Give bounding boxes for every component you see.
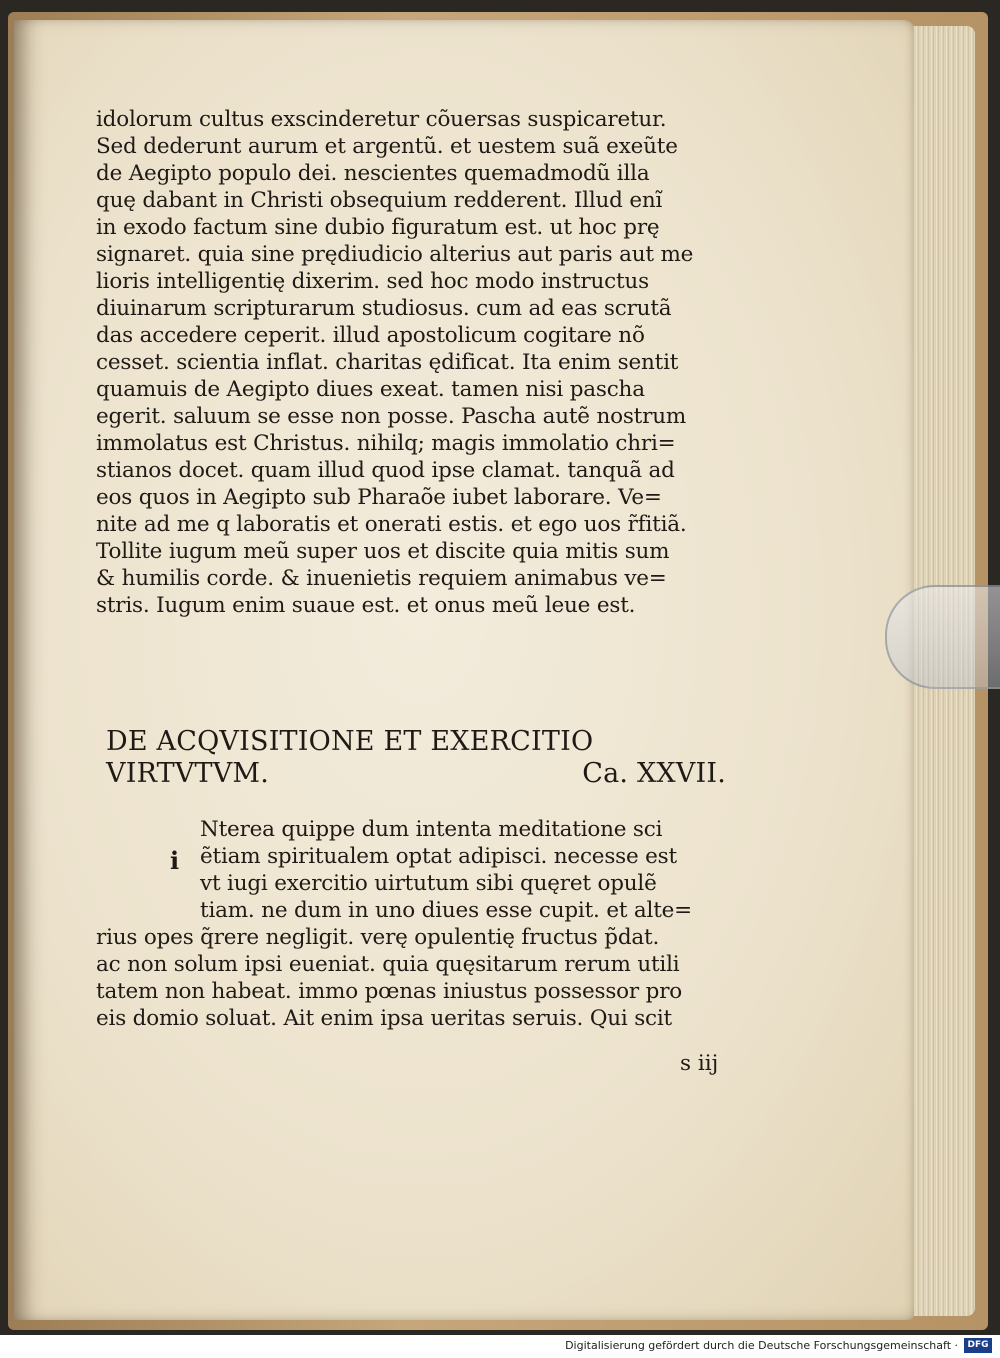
text-line: tiam. ne dum in uno diues esse cupit. et alte= (200, 898, 692, 923)
text-line: & humilis corde. & inuenietis requiem animabus ve= (96, 566, 667, 591)
text-line: ac non solum ipsi eueniat. quia quęsitarum rerum utili (96, 952, 680, 977)
text-line: de Aegipto populo dei. nescientes quemadmodũ illa (96, 161, 650, 186)
funding-notice: Digitalisierung gefördert durch die Deutsche Forschungsgemeinschaft · (565, 1339, 958, 1352)
chapter-number: Ca. XXVII. (582, 758, 726, 789)
chapter-heading (106, 726, 726, 790)
text-line: diuinarum scripturarum studiosus. cum ad eas scrutã (96, 296, 672, 321)
text-line: quę dabant in Christi obsequium redderent. Illud enĩ (96, 188, 663, 213)
text-line: cesset. scientia inflat. charitas ędificat. Ita enim sentit (96, 350, 679, 375)
text-line: eos quos in Aegipto sub Pharaõe iubet laborare. Ve= (96, 485, 662, 510)
heading-line-2 (106, 758, 726, 790)
text-line: rius opes q̃rere negligit. verę opulentię fructus p̃dat. (96, 925, 660, 950)
text-line: das accedere ceperit. illud apostolicum cogitare nõ (96, 323, 645, 348)
footer-bar (0, 1335, 1000, 1358)
text-line: immolatus est Christus. nihilq; magis immolatio chri= (96, 431, 676, 456)
text-line: stianos docet. quam illud quod ipse clamat. tanquã ad (96, 458, 675, 483)
heading-line-1: DE ACQVISITIONE ET EXERCITIO (106, 726, 594, 757)
paragraph-1 (96, 106, 693, 619)
text-line: eis domio soluat. Ait enim ipsa ueritas seruis. Qui scit (96, 1006, 672, 1031)
initial-guide-letter: i (170, 846, 180, 875)
text-line: Tollite iugum meũ super uos et discite quia mitis sum (96, 539, 670, 564)
text-line: nite ad me q laboratis et onerati estis. et ego uos r̃fitiã. (96, 512, 687, 537)
text-line: stris. Iugum enim suaue est. et onus meũ leue est. (96, 593, 636, 618)
text-line: in exodo factum sine dubio figuratum est. ut hoc prę (96, 215, 660, 240)
dfg-logo: DFG (964, 1338, 992, 1353)
text-line: Nterea quippe dum intenta meditatione sci (200, 817, 663, 842)
text-line: ẽtiam spiritualem optat adipisci. necesse est (200, 844, 677, 869)
paragraph-2 (96, 816, 692, 1032)
text-line: vt iugi exercitio uirtutum sibi quęret opulẽ (200, 871, 657, 896)
text-line: idolorum cultus exscinderetur cõuersas suspicaretur. (96, 107, 667, 132)
text-line: quamuis de Aegipto diues exeat. tamen nisi pascha (96, 377, 645, 402)
text-line: tatem non habeat. immo pœnas iniustus possessor pro (96, 979, 683, 1004)
text-line: lioris intelligentię dixerim. sed hoc modo instructus (96, 269, 649, 294)
text-line: signaret. quia sine prędiudicio alterius aut paris aut me (96, 242, 694, 267)
signature-mark: s iij (680, 1051, 719, 1076)
text-line: Sed dederunt aurum et argentũ. et uestem suã exeũte (96, 134, 678, 159)
heading-title-end: VIRTVTVM. (106, 758, 270, 789)
text-line: egerit. saluum se esse non posse. Pascha autẽ nostrum (96, 404, 687, 429)
glass-page-weight (885, 585, 1000, 689)
